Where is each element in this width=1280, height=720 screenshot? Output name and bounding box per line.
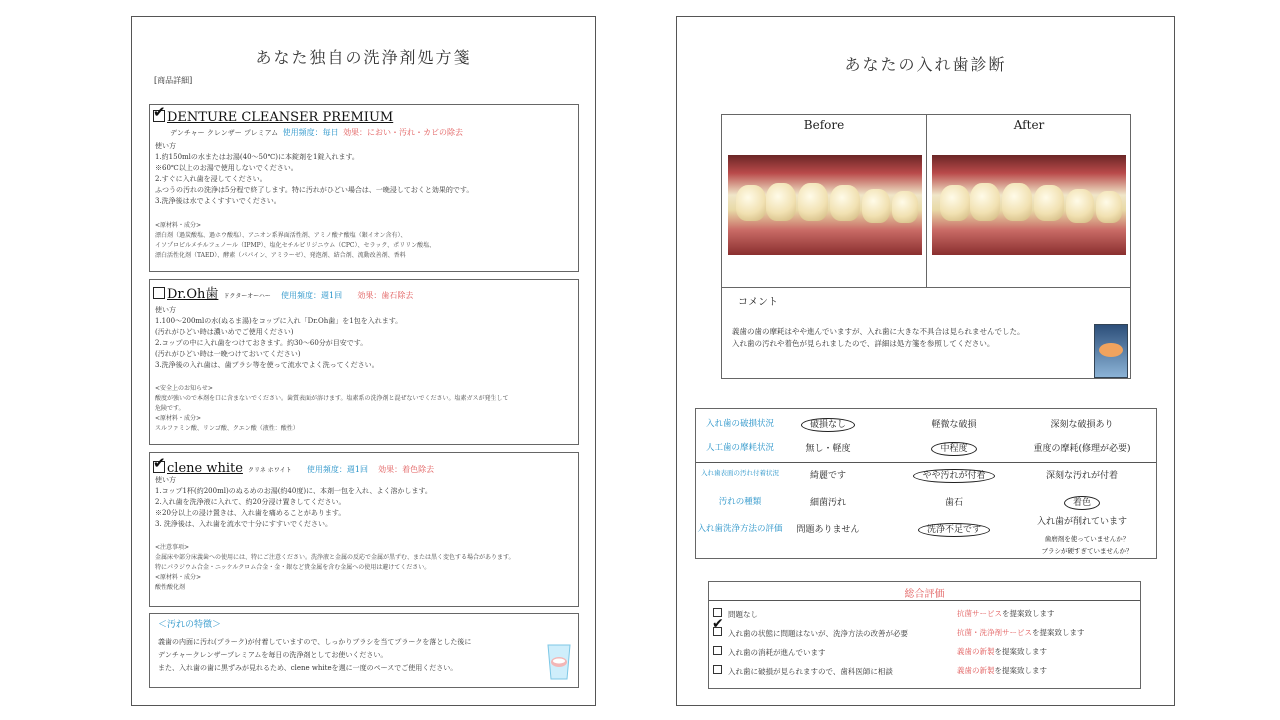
diagnosis-cell (889, 495, 1019, 508)
diagnosis-cell (763, 441, 893, 454)
summary-proposal: を提案致します (1002, 609, 1055, 618)
product-name: clene white (167, 461, 243, 476)
product-name: DENTURE CLEANSER PREMIUM (167, 110, 394, 125)
product-effect: 効果：におい・汚れ・カビの除去 (343, 128, 464, 137)
diagnosis-cell (889, 417, 1019, 430)
stain-title: ＜汚れの特徴＞ (158, 620, 222, 630)
summary-service: 抗菌サービス (957, 609, 1002, 618)
product-card-clene-white (149, 452, 579, 607)
diagnosis-option-selected[interactable]: 破損なし (801, 418, 855, 432)
summary-option-text: 入れ歯の消耗が進んでいます (728, 648, 826, 657)
summary-option-text: 問題なし (728, 610, 758, 619)
diagnosis-option-selected[interactable]: やや汚れが付着 (913, 469, 994, 483)
product-card-denture-cleanser (149, 104, 579, 272)
product-card-dr-oh (149, 279, 579, 445)
diagnosis-cell (889, 468, 1019, 481)
diagnosis-cell (763, 417, 893, 430)
product-package-image (1094, 324, 1128, 378)
checkmark-icon: ✔ (153, 103, 166, 121)
diagnosis-cell (763, 522, 893, 535)
diagnosis-option[interactable]: 深刻な破損あり (1050, 420, 1114, 430)
diagnosis-option[interactable]: 歯石 (944, 498, 963, 508)
diagnosis-note: 歯磨剤を使っていませんか？ (1044, 535, 1130, 543)
stain-line: また、入れ歯の歯に黒ずみが見れるため、clene whiteを週に一度のペースでご使用ください。 (158, 664, 458, 672)
diagnosis-cell (1017, 495, 1147, 508)
usage-line: 3.洗浄後は水でよくすすいでください。 (155, 197, 281, 205)
usage-section: 使い方 1.100〜200mlの水(ぬるま湯)をコップに入れ「Dr.Oh歯」を1包を入れます。 (汚れがひどい時は濃いめでご使用ください) 2.コップの中に入れ歯をつけておきます。約30〜60分が目安です。 (汚れがひどい時は一晩つけておいてください) 3.洗浄後の入れ歯は、歯ブラシ等を使って流水でよく洗ってください。 (155, 306, 403, 369)
summary-box (708, 581, 1141, 689)
usage-line: ※60℃以上のお湯で使用しないでください。 (155, 164, 298, 172)
summary-proposal: を提案致します (994, 647, 1047, 656)
ingredients-section: <原材料・成分> 漂白剤（過炭酸塩、過ホウ酸塩）、アニオン系界面活性剤、アミノ酸ナ酸塩（銀イオン含有）、 イソプロピルメチルフェノール（IPMP）、塩化セチルピリジニウム（CPC）、セラック、ポリリン酸塩、 漂白活性化剤（TAED）、酵素（パパイン、アミラーゼ）、発泡剤、結合剤、流動改善剤、香料 (155, 222, 436, 259)
summary-title: 総合評価 (904, 589, 945, 600)
diagnosis-option[interactable]: 入れ歯が削れています (1036, 517, 1127, 527)
diagnosis-option[interactable]: 深刻な汚れが付着 (1045, 471, 1118, 481)
stain-feature-box (149, 613, 579, 688)
product-kana: ドクターオーハー (223, 293, 271, 300)
diagnosis-option[interactable]: 無し・軽度 (805, 444, 851, 454)
before-label: Before (803, 118, 845, 132)
diagnosis-cell (1017, 441, 1147, 454)
usage-section: 使い方 1.コップ1杯(約200ml)のぬるめのお湯(約40度)に、本剤一包を入れ、よく溶かします。 2.入れ歯を洗浄液に入れて、約20分浸け置きしてください。 ※20分以上の浸け置きは、入れ歯を痛めることがあります。 3. 洗浄後は、入れ歯を流水で十分にすすいでください。 (155, 476, 432, 528)
diagnosis-row-label: 汚れの種類 (718, 497, 762, 507)
diagnosis-table (695, 408, 1157, 559)
product-effect: 効果：着色除去 (378, 465, 435, 474)
diagnosis-cell (1017, 514, 1147, 527)
comment-line: 義歯の歯の摩耗はやや進んでいますが、入れ歯に大きな不具合は見られませんでした。 (732, 327, 1025, 336)
summary-option-text: 入れ歯の状態に問題はないが、洗浄方法の改善が必要 (728, 629, 908, 638)
product-frequency: 使用頻度：週1回 (280, 291, 343, 300)
product-kana: デンチャー クレンザー プレミアム (170, 129, 279, 137)
prescription-title: あなた独自の洗浄剤処方箋 (255, 48, 472, 67)
product-checkbox[interactable] (153, 287, 165, 299)
summary-option-text: 入れ歯に破損が見られますので、歯科医師に相談 (728, 667, 893, 676)
comment-line: 入れ歯の汚れや着色が見られましたので、詳細は処方箋を参照してください。 (732, 339, 995, 348)
summary-checkbox[interactable] (712, 616, 724, 636)
usage-line: 1.約150mlの水またはお湯(40〜50℃)に本錠剤を1錠入れます。 (155, 153, 359, 161)
product-effect: 効果：歯石除去 (357, 291, 414, 300)
summary-proposal: を提案致します (994, 666, 1047, 675)
denture-cup-icon (545, 642, 573, 682)
usage-line: 2.すぐに入れ歯を浸してください。 (155, 175, 267, 183)
checkmark-icon: ✔ (712, 616, 724, 632)
comment-box (721, 287, 1131, 379)
diagnosis-option[interactable]: 細菌汚れ (809, 498, 846, 508)
diagnosis-cell (889, 522, 1019, 535)
summary-checkbox[interactable] (713, 646, 722, 655)
diagnosis-cell (763, 468, 893, 481)
product-frequency: 使用頻度：週1回 (306, 465, 368, 474)
after-photo (932, 155, 1126, 255)
notice-section: <安全上のお知らせ> 酸度が強いので本剤を口に含まないでください。歯質表面が溶けます。塩素系の洗浄剤と混ぜないでください。塩素ガスが発生して 危険です。 <原材料・成分> スルファミン酸、リンゴ酸、クエン酸（液性：酸性） (155, 385, 509, 432)
diagnosis-row-label: 入れ歯の破損状況 (705, 419, 774, 429)
product-kana: クリネ ホワイト (248, 467, 292, 474)
prescription-page (131, 16, 596, 706)
diagnosis-cell (889, 441, 1019, 454)
diagnosis-cell (763, 495, 893, 508)
summary-service: 抗菌・洗浄剤サービス (957, 628, 1032, 637)
after-label: After (1013, 118, 1045, 132)
usage-section: 使い方 1.約150mlの水またはお湯(40〜50℃)に本錠剤を1錠入れます。 ※60℃以上のお湯で使用しないでください。 2.すぐに入れ歯を浸してください。 ふつうの汚れの洗浄は5分程で終了します。特に汚れがひどい場合は、一晩浸しておくと効果的です。 3.洗浄後は水でよくすすいでください。 (155, 141, 575, 207)
diagnosis-row-label: 人工歯の摩耗状況 (705, 443, 774, 453)
diagnosis-row-label: 入れ歯洗浄方法の評価 (697, 524, 783, 534)
diagnosis-note: ブラシが硬すぎていませんか？ (1041, 547, 1133, 555)
stain-line: 義歯の内面に汚れ(プラーク)が付着していますので、しっかりブラシを当てプラークを落とした後に (158, 638, 472, 646)
diagnosis-option-selected[interactable]: 着色 (1064, 496, 1100, 510)
diagnosis-option-selected[interactable]: 洗浄不足です (918, 523, 990, 537)
before-photo (728, 155, 922, 255)
product-name: Dr.Oh歯 (167, 287, 219, 302)
diagnosis-option[interactable]: 綺麗です (809, 471, 846, 481)
product-frequency: 使用頻度：毎日 (282, 128, 339, 137)
diagnosis-option[interactable]: 問題ありません (796, 525, 860, 535)
product-checkbox[interactable] (153, 454, 166, 473)
summary-checkbox[interactable] (713, 665, 722, 674)
diagnosis-option[interactable]: 軽微な破損 (931, 420, 977, 430)
diagnosis-option-selected[interactable]: 中程度 (931, 442, 976, 456)
diagnosis-option[interactable]: 重度の摩耗(修理が必要) (1033, 444, 1131, 454)
usage-line: ふつうの汚れの洗浄は5分程で終了します。特に汚れがひどい場合は、一晩浸しておくと効果的です。 (155, 186, 474, 194)
checkmark-icon: ✔ (153, 454, 166, 472)
diagnosis-title: あなたの入れ歯診断 (844, 55, 1007, 74)
summary-service: 義歯の新製 (957, 647, 995, 656)
product-checkbox[interactable] (153, 103, 166, 122)
summary-service: 義歯の新製 (957, 666, 995, 675)
photo-comparison (721, 114, 1131, 290)
diagnosis-page (676, 16, 1175, 706)
diagnosis-cell (1017, 468, 1147, 481)
section-label: [商品詳細] (154, 76, 193, 85)
caution-section: <注意事項> 金属床や部分床義歯への使用には、特にご注意ください。洗浄液と金属の反応で金属が黒ずむ、または黒く変色する場合があります。 特にパラジウム合金・ニッケルクロム合金・金・銀など貴金属を含む金属への使用は避けてください。 <原材料・成分> 酸性酸化剤 (155, 544, 515, 591)
comment-label: コメント (738, 297, 778, 308)
diagnosis-row-label: 入れ歯表面の汚れ付着状況 (701, 469, 779, 477)
stain-line: デンチャークレンザープレミアムを毎日の洗浄剤としてお使いください。 (158, 651, 388, 659)
diagnosis-cell (1017, 417, 1147, 430)
summary-proposal: を提案致します (1032, 628, 1085, 637)
